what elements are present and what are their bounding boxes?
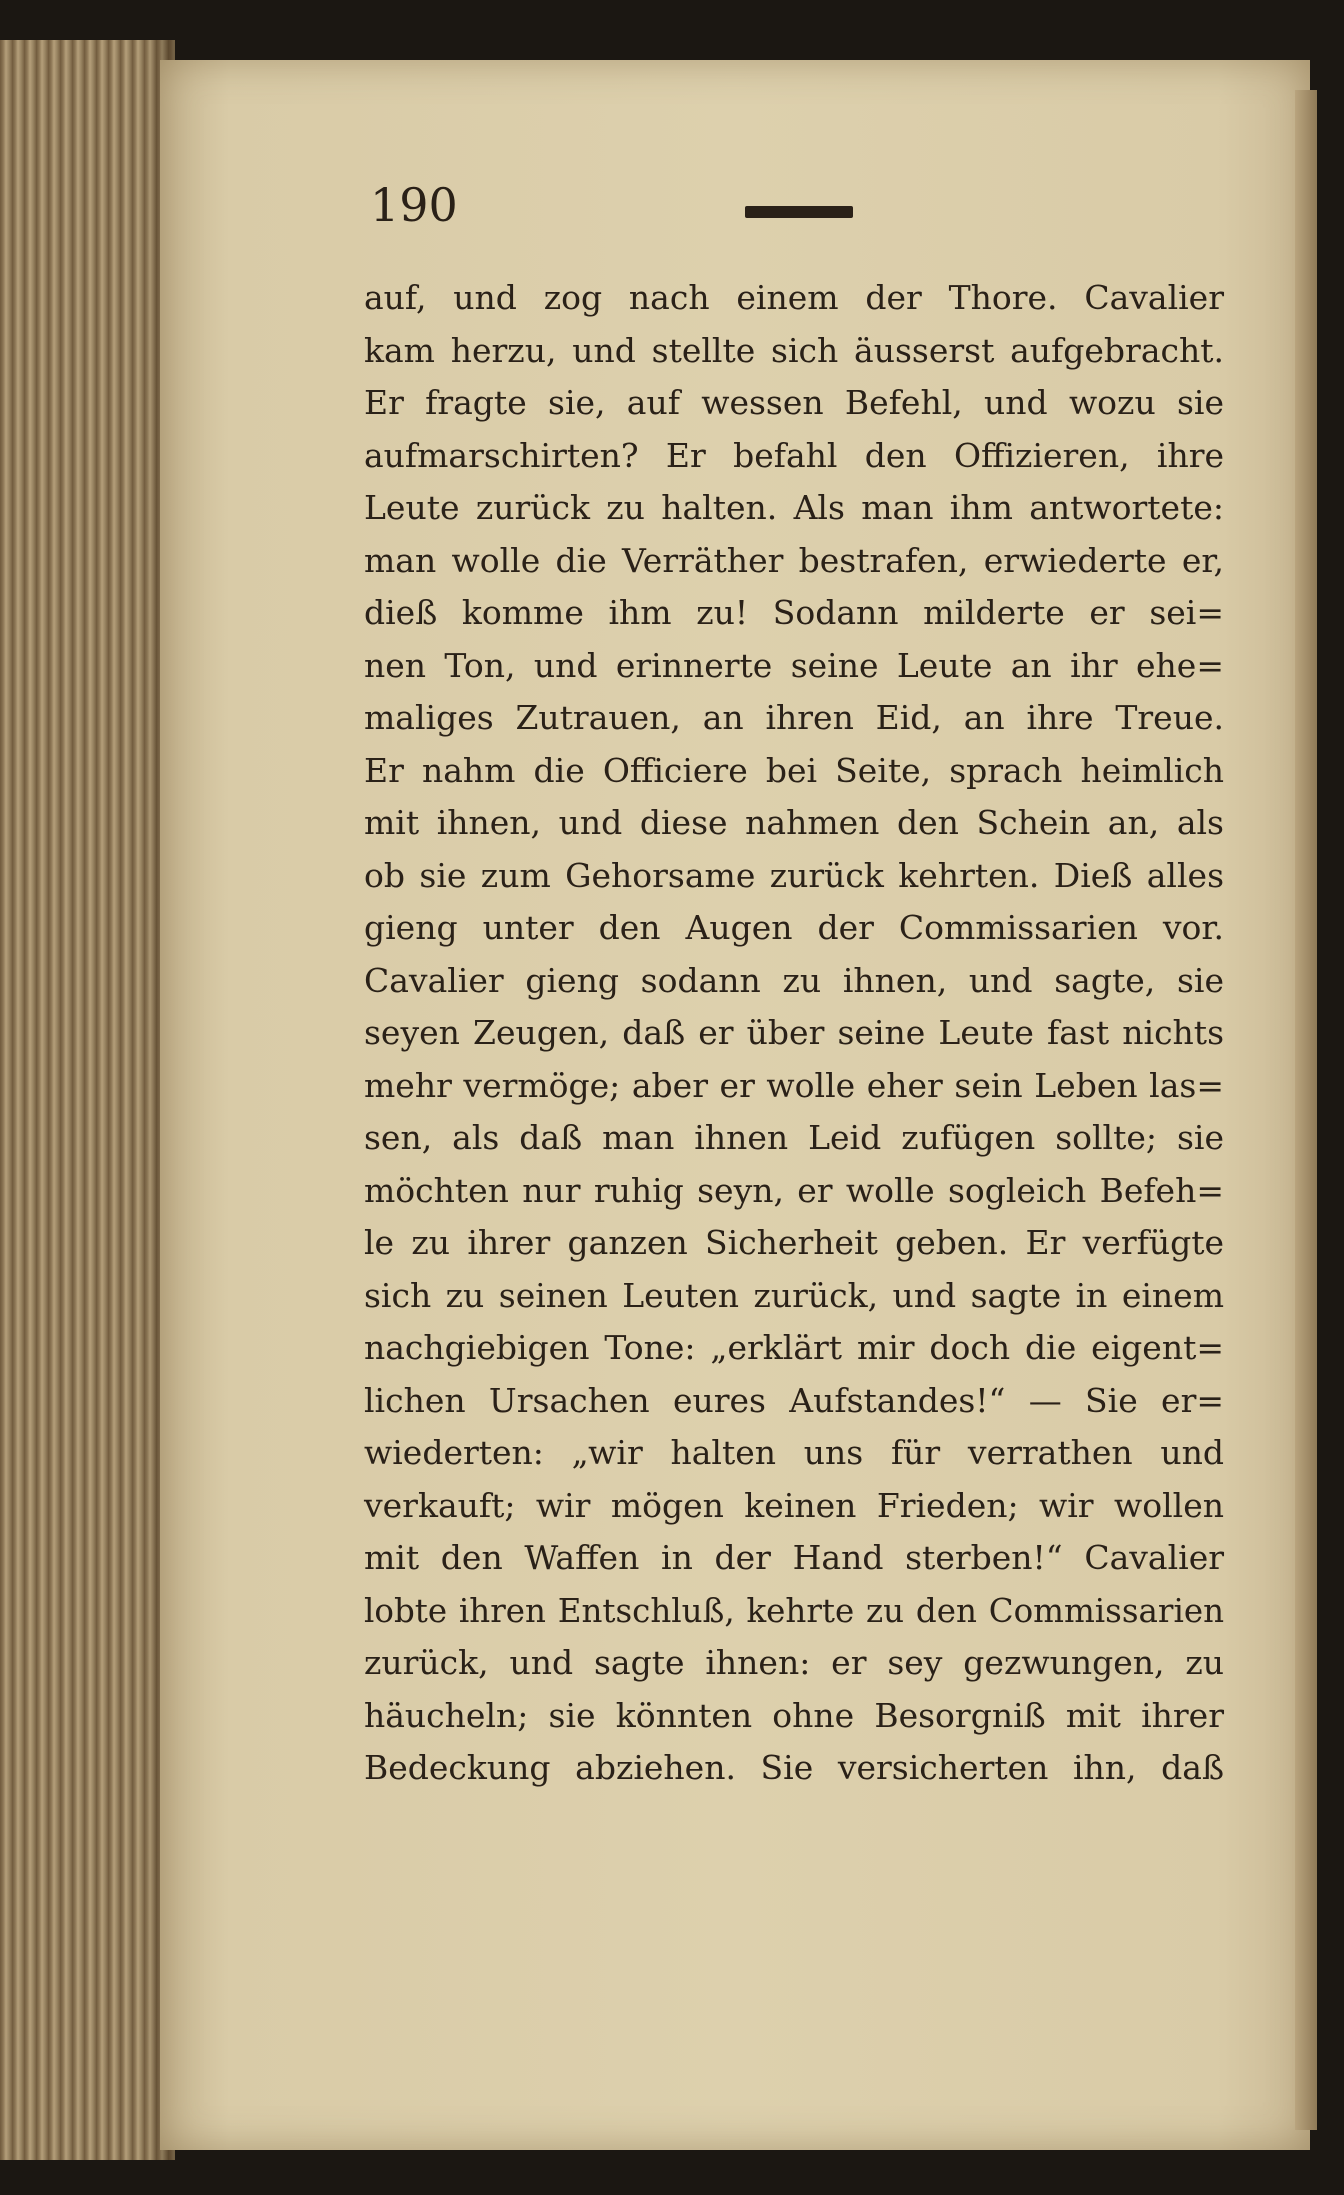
text-line: Cavalier gieng sodann zu ihnen, und sagte, sie xyxy=(364,960,1224,1000)
text-line: verkauft; wir mögen keinen Frieden; wir wollen xyxy=(364,1485,1224,1525)
text-line: kam herzu, und stellte sich äusserst aufgebracht. xyxy=(364,330,1224,370)
text-line: seyen Zeugen, daß er über seine Leute fast nichts xyxy=(364,1013,1224,1052)
text-line: maliges Zutrauen, an ihren Eid, an ihre Treue. xyxy=(364,698,1224,737)
text-line: gieng unter den Augen der Commissarien vor. xyxy=(364,908,1224,947)
text-line: mit den Waffen in der Hand sterben!“ Cavalier xyxy=(364,1538,1224,1577)
text-line: mehr vermöge; aber er wolle eher sein Leben las= xyxy=(364,1065,1224,1105)
text-line: dieß komme ihm zu! Sodann milderte er sei= xyxy=(364,593,1224,632)
next-page-edge xyxy=(1295,90,1317,2130)
text-line: möchten nur ruhig seyn, er wolle sogleich Befeh= xyxy=(364,1170,1224,1210)
text-line: auf, und zog nach einem der Thore. Cavalier xyxy=(364,278,1224,317)
text-line: Bedeckung abziehen. Sie versicherten ihn, daß xyxy=(364,1748,1224,1787)
text-line: le zu ihrer ganzen Sicherheit geben. Er verfügte xyxy=(364,1223,1224,1262)
page-number: 190 xyxy=(370,178,458,232)
text-line: lobte ihren Entschluß, kehrte zu den Commissarien xyxy=(364,1591,1224,1630)
text-line: nen Ton, und erinnerte seine Leute an ihr ehe= xyxy=(364,645,1224,685)
text-line: Er fragte sie, auf wessen Befehl, und wozu sie xyxy=(364,383,1224,422)
header-rule xyxy=(745,206,853,218)
text-line: sich zu seinen Leuten zurück, und sagte in einem xyxy=(364,1275,1224,1315)
text-line: wiederten: „wir halten uns für verrathen und xyxy=(364,1433,1224,1472)
page-stack-edge xyxy=(0,40,175,2160)
text-line: lichen Ursachen eures Aufstandes!“ — Sie er= xyxy=(364,1380,1224,1420)
text-line: zurück, und sagte ihnen: er sey gezwungen, zu xyxy=(364,1643,1224,1682)
text-line: häucheln; sie könnten ohne Besorgniß mit ihrer xyxy=(364,1695,1224,1735)
text-line: aufmarschirten? Er befahl den Offizieren, ihre xyxy=(364,435,1224,475)
text-line: ob sie zum Gehorsame zurück kehrten. Dieß alles xyxy=(364,855,1224,895)
text-line: sen, als daß man ihnen Leid zufügen sollte; sie xyxy=(364,1118,1224,1157)
text-line: man wolle die Verräther bestrafen, erwiederte er, xyxy=(364,540,1224,580)
text-line: Leute zurück zu halten. Als man ihm antwortete: xyxy=(364,488,1224,527)
text-line: nachgiebigen Tone: „erklärt mir doch die eigent= xyxy=(364,1328,1224,1367)
text-line: Er nahm die Officiere bei Seite, sprach heimlich xyxy=(364,750,1224,790)
text-line: mit ihnen, und diese nahmen den Schein an, als xyxy=(364,803,1224,842)
body-text xyxy=(364,272,1224,1795)
